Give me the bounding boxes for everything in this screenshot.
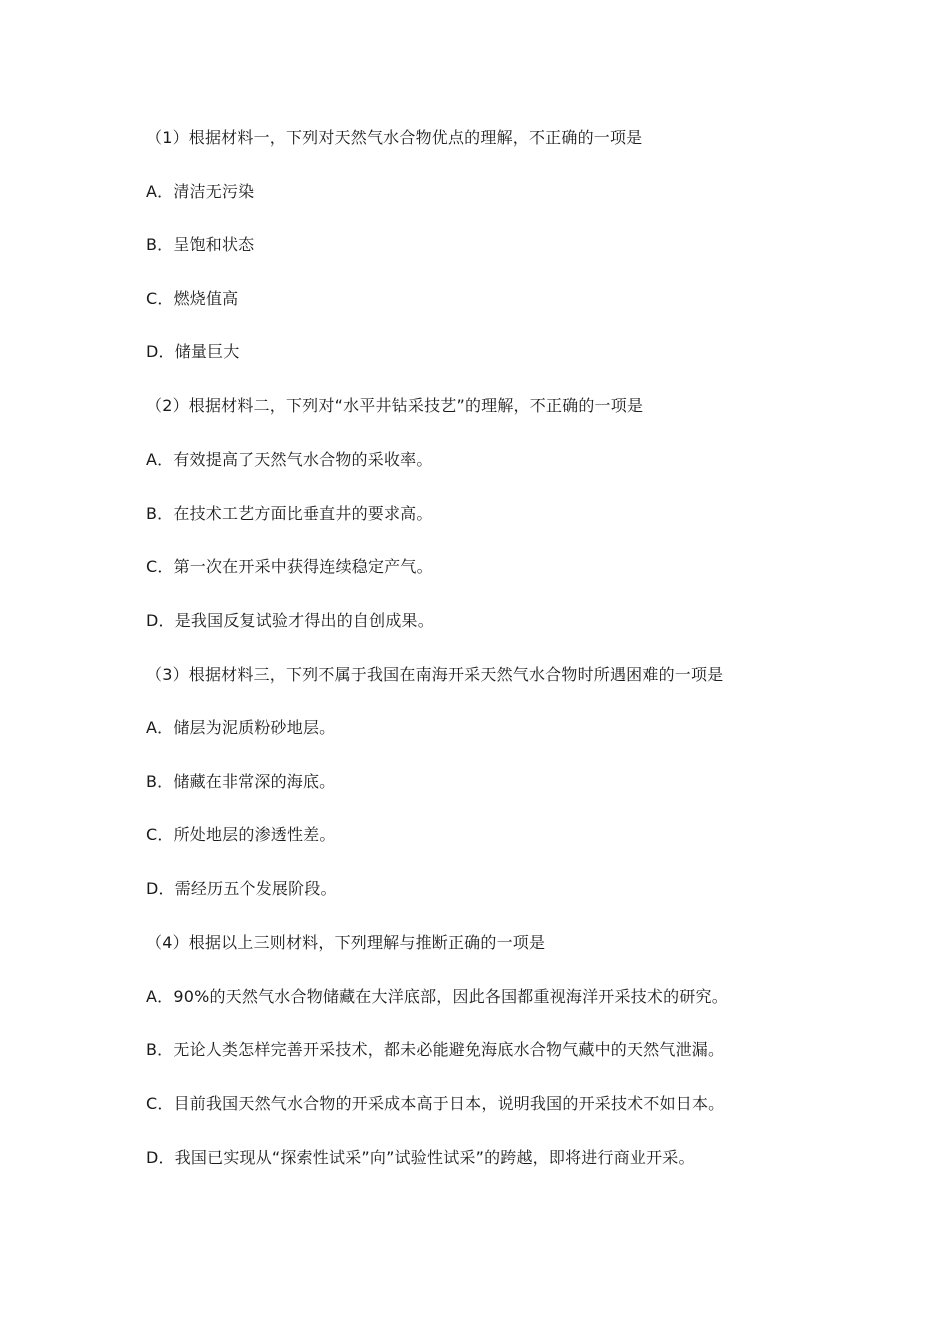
question-2-option-a: A．有效提高了天然气水合物的采收率。 [146,450,433,469]
question-4-option-d: D．我国已实现从“探索性试采”向”试验性试采”的跨越，即将进行商业开采。 [146,1148,695,1167]
question-3-stem: （3）根据材料三，下列不属于我国在南海开采天然气水合物时所遇困难的一项是 [146,665,724,684]
question-3-option-d: D．需经历五个发展阶段。 [146,879,337,898]
question-2-stem: （2）根据材料二，下列对“水平井钻采技艺”的理解，不正确的一项是 [146,396,644,415]
question-2-option-c: C．第一次在开采中获得连续稳定产气。 [146,557,433,576]
question-4-stem: （4）根据以上三则材料，下列理解与推断正确的一项是 [146,933,546,952]
question-1-stem: （1）根据材料一，下列对天然气水合物优点的理解，不正确的一项是 [146,128,643,147]
question-3-option-a: A．储层为泥质粉砂地层。 [146,718,336,737]
question-3-option-c: C．所处地层的渗透性差。 [146,825,336,844]
question-1-option-c: C．燃烧值高 [146,289,239,308]
question-1-option-d: D．储量巨大 [146,342,240,361]
question-4-option-a: A．90%的天然气水合物储藏在大洋底部，因此各国都重视海洋开采技术的研究。 [146,987,728,1006]
question-1-option-a: A．清洁无污染 [146,182,255,201]
question-3-option-b: B．储藏在非常深的海底。 [146,772,336,791]
question-4-option-b: B．无论人类怎样完善开采技术，都未必能避免海底水合物气藏中的天然气泄漏。 [146,1040,725,1059]
question-2-option-d: D．是我国反复试验才得出的自创成果。 [146,611,434,630]
question-4-option-c: C．目前我国天然气水合物的开采成本高于日本，说明我国的开采技术不如日本。 [146,1094,725,1113]
question-1-option-b: B．呈饱和状态 [146,235,255,254]
question-2-option-b: B．在技术工艺方面比垂直井的要求高。 [146,504,433,523]
